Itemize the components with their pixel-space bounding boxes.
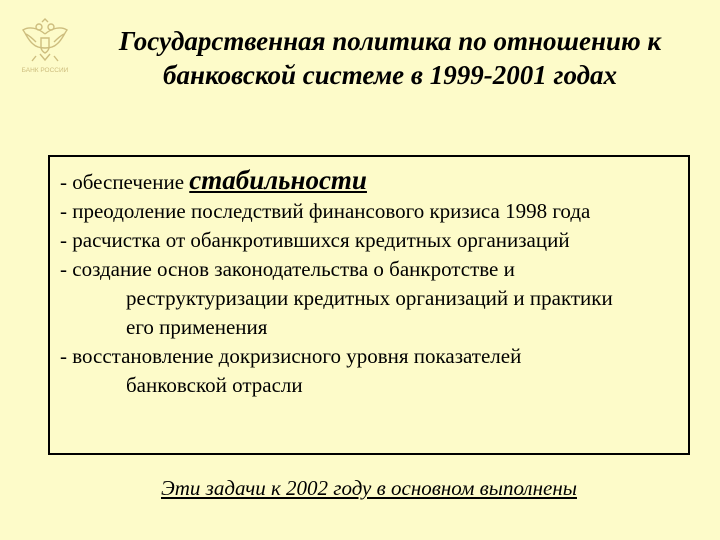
task-item-text: - преодоление последствий финансового кризиса 1998 года	[60, 199, 591, 223]
task-item-prefix: - обеспечение	[60, 170, 190, 194]
svg-text:БАНК РОССИИ: БАНК РОССИИ	[21, 67, 69, 74]
task-item-bankruptcy-law	[60, 255, 690, 342]
task-item-continuation: его применения	[126, 315, 268, 339]
task-item-crisis	[60, 197, 690, 226]
task-item-text: - восстановление докризисного уровня показателей	[60, 344, 522, 368]
task-item-recovery	[60, 342, 690, 400]
task-item-continuation: банковской отрасли	[126, 373, 303, 397]
task-item-text: - расчистка от обанкротившихся кредитных организаций	[60, 228, 570, 252]
conclusion-text: Эти задачи к 2002 году в основном выполнены	[161, 476, 577, 500]
task-item-text: - создание основ законодательства о банкротстве и	[60, 257, 515, 281]
bank-of-russia-logo	[14, 14, 76, 76]
stability-emphasis: стабильности	[189, 165, 367, 195]
title-line-1: Государственная политика по отношению к	[118, 26, 662, 56]
task-list	[60, 166, 690, 400]
slide-title	[90, 24, 690, 92]
task-item-cleanup	[60, 226, 690, 255]
title-line-2: банковской системе в 1999-2001 годах	[163, 60, 617, 90]
task-item-continuation: реструктуризации кредитных организаций и практики	[126, 286, 613, 310]
task-item-stability	[60, 166, 690, 197]
